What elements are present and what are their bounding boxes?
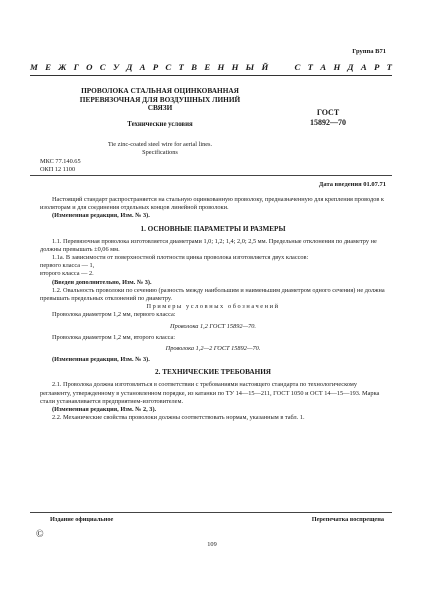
paragraph-2-1: 2.1. Проволока должна изготовляться в соответствии с требованиями настоящего стандарта по технологическому регламенту, утвержденному в установленном порядке, из катанки по ТУ 14—15—211, ГОСТ 1050 и ОСТ 14—15—193. Марка стали устанавливается предприятием-изготовителем. [40, 381, 380, 405]
banner-letter: Д [126, 62, 133, 72]
banner-letter: Й [261, 62, 269, 72]
banner-letter: Н [231, 62, 239, 72]
paragraph-1-2: 1.2. Овальность проволоки по сечению (разность между наибольшим и наименьшим диаметром одного сечения) не должна превышать предельных отклонений по диаметру. [40, 286, 385, 303]
banner-letter: Н [217, 62, 225, 72]
banner-letter: Р [152, 62, 159, 72]
page-number: 109 [207, 541, 217, 548]
top-rule [30, 75, 392, 76]
document-title [70, 87, 250, 113]
english-title [70, 141, 250, 157]
group-code: Группа В71 [352, 48, 386, 55]
example-1-text: Проволока диаметром 1,2 мм, первого класса: [52, 311, 176, 319]
standard-type-banner [30, 62, 392, 72]
example-2-text: Проволока диаметром 1,2 мм, второго класса: [52, 333, 176, 341]
example-1-designation: Проволока 1,2 ГОСТ 15892—70. [170, 322, 256, 330]
banner-letter: О [86, 62, 93, 72]
paragraph-1-2-edition-note: (Измененная редакция, Изм. № 3). [52, 356, 150, 364]
banner-letter: Е [45, 62, 51, 72]
banner-letter: М [30, 62, 38, 72]
banner-letter: Ы [245, 62, 255, 72]
banner-letter: В [191, 62, 198, 72]
okp-code: ОКП 12 1100 [40, 166, 76, 173]
banner-letter: А [360, 62, 367, 72]
gost-number: 15892—70 [310, 117, 346, 127]
banner-letter: Ж [58, 62, 67, 72]
banner-letter: Т [386, 62, 392, 72]
reprint-prohibited-label: Перепечатка воспрещена [311, 516, 384, 523]
section-1-heading: 1. ОСНОВНЫЕ ПАРАМЕТРЫ И РАЗМЕРЫ [140, 224, 286, 233]
banner-letter: Р [373, 62, 380, 72]
banner-letter: У [112, 62, 120, 72]
class-1-item: первого класса — 1, [40, 262, 95, 270]
banner-letter: Т [178, 62, 184, 72]
banner-letter: Т [307, 62, 314, 72]
english-title-line-1: Tie zinc-coated steel wire for aerial lines. [107, 141, 213, 148]
bottom-rule [30, 512, 392, 513]
paragraph-2-2: 2.2. Механические свойства проволоки должны соответствовать нормам, указанным в табл. 1. [52, 414, 305, 422]
banner-letter [285, 62, 287, 72]
banner-letter: Е [204, 62, 211, 72]
paragraph-2-1-edition-note: (Измененная редакция, Изм. № 2, 3). [52, 406, 157, 414]
banner-letter: А [139, 62, 146, 72]
title-line-1: ПРОВОЛОКА СТАЛЬНАЯ ОЦИНКОВАННАЯ [81, 86, 239, 95]
banner-letter: С [294, 62, 301, 72]
copyright-symbol: © [36, 529, 44, 540]
example-2-designation: Проволока 1,2—2 ГОСТ 15892—70. [165, 345, 261, 353]
title-line-3: СВЯЗИ [147, 103, 173, 113]
intro-edition-note: (Измененная редакция, Изм. № 3). [52, 212, 150, 220]
paragraph-1-1: 1.1. Перевязочная проволока изготовляется диаметрами 1,0; 1,2; 1,4; 2,0; 2,5 мм. Предельные отклонения по диаметру не должны превышать ±0,06 мм. [40, 237, 377, 253]
tech-conditions-subtitle: Технические условия [127, 121, 193, 128]
examples-heading: Примеры условных обозначений [146, 303, 280, 311]
banner-letter: Г [73, 62, 79, 72]
class-2-item: второго класса — 2. [40, 270, 94, 278]
paragraph-1-1a: 1.1а. В зависимости от поверхностной плотности цинка проволока изготовляется двух классов: [52, 254, 309, 262]
gost-label: ГОСТ [316, 108, 340, 117]
effective-date [319, 181, 386, 188]
date-value: 01.07.71 [363, 181, 386, 188]
intro-paragraph: Настоящий стандарт распространяется на стальную оцинкованную проволоку, предназначенную для крепления проводов к изоляторам и для соединения отдельных концов линейной проволоки. [40, 196, 384, 212]
banner-letter: Д [347, 62, 354, 72]
banner-letter: С [165, 62, 172, 72]
banner-letter [276, 62, 278, 72]
gost-designation [298, 108, 358, 127]
document-body [40, 196, 386, 422]
banner-letter: А [320, 62, 327, 72]
middle-rule [30, 175, 392, 176]
official-edition-label: Издание официальное [50, 516, 114, 523]
section-2-heading: 2. ТЕХНИЧЕСКИЕ ТРЕБОВАНИЯ [155, 368, 271, 377]
classification-codes [40, 158, 81, 174]
paragraph-1-1a-edition-note: (Введен дополнительно, Изм. № 3). [52, 278, 152, 286]
banner-letter: С [99, 62, 106, 72]
date-label: Дата введения [318, 181, 362, 188]
banner-letter: Н [333, 62, 341, 72]
title-line-2: ПЕРЕВЯЗОЧНАЯ ДЛЯ ВОЗДУШНЫХ ЛИНИЙ [79, 94, 241, 104]
english-title-line-2: Specifications [142, 149, 178, 156]
mks-code: МКС 77.140.65 [40, 158, 81, 165]
